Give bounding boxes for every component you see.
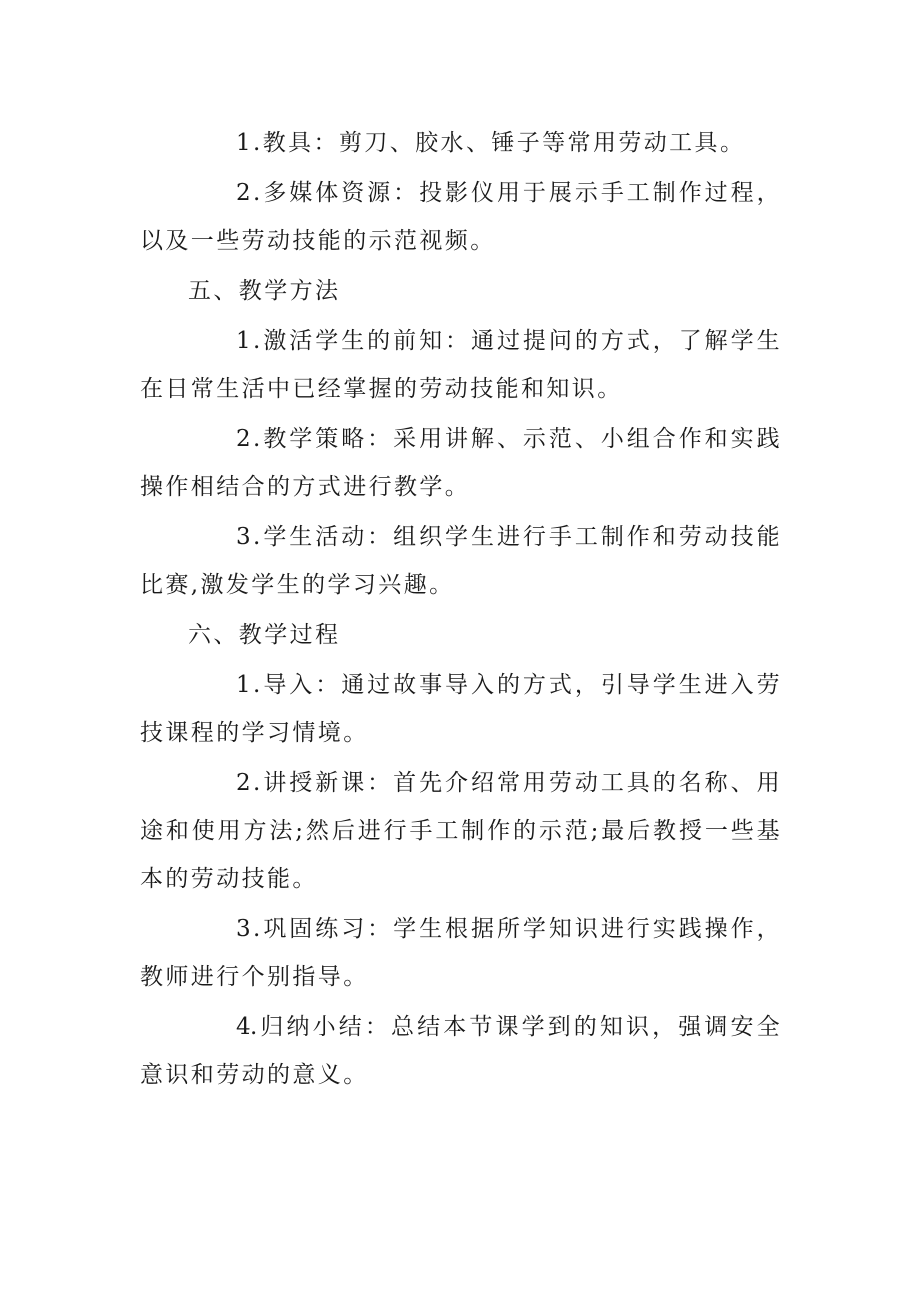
item-text: .学生活动：组织学生进行手工制作和劳动技能比赛,激发学生的学习兴趣。 — [140, 524, 782, 598]
item-text: .教具：剪刀、胶水、锤子等常用劳动工具。 — [253, 130, 746, 156]
list-item-prior-knowledge — [140, 317, 782, 413]
item-number: 4 — [236, 1014, 254, 1040]
item-text: .巩固练习：学生根据所学知识进行实践操作，教师进行个别指导。 — [140, 916, 782, 990]
list-item-summary — [140, 1003, 782, 1099]
list-item-multimedia — [140, 169, 782, 265]
item-text: .归纳小结：总结本节课学到的知识，强调安全意识和劳动的意义。 — [140, 1014, 782, 1088]
heading-text: 五、教学方法 — [188, 278, 341, 304]
list-item-tools — [140, 119, 782, 167]
list-item-practice — [140, 905, 782, 1001]
section-heading-methods — [140, 267, 782, 315]
list-item-introduction — [140, 661, 782, 757]
section-heading-process — [140, 611, 782, 659]
item-number: 2 — [236, 426, 254, 452]
document-body — [140, 119, 782, 1099]
item-text: .教学策略：采用讲解、示范、小组合作和实践操作相结合的方式进行教学。 — [140, 426, 782, 500]
item-number: 2 — [236, 770, 254, 796]
item-text: .讲授新课：首先介绍常用劳动工具的名称、用途和使用方法;然后进行手工制作的示范;最后教授一些基本的劳动技能。 — [140, 770, 782, 892]
item-text: .导入：通过故事导入的方式，引导学生进入劳技课程的学习情境。 — [140, 672, 782, 746]
item-number: 2 — [236, 180, 254, 206]
item-number: 1 — [236, 130, 254, 156]
item-number: 1 — [236, 672, 254, 698]
item-number: 3 — [236, 916, 254, 942]
list-item-activities — [140, 513, 782, 609]
item-text: .多媒体资源：投影仪用于展示手工制作过程，以及一些劳动技能的示范视频。 — [140, 180, 782, 254]
item-number: 3 — [236, 524, 254, 550]
item-text: .激活学生的前知：通过提问的方式，了解学生在日常生活中已经掌握的劳动技能和知识。 — [140, 328, 782, 402]
list-item-new-lesson — [140, 759, 782, 903]
heading-text: 六、教学过程 — [188, 622, 341, 648]
item-number: 1 — [236, 328, 254, 354]
list-item-strategy — [140, 415, 782, 511]
